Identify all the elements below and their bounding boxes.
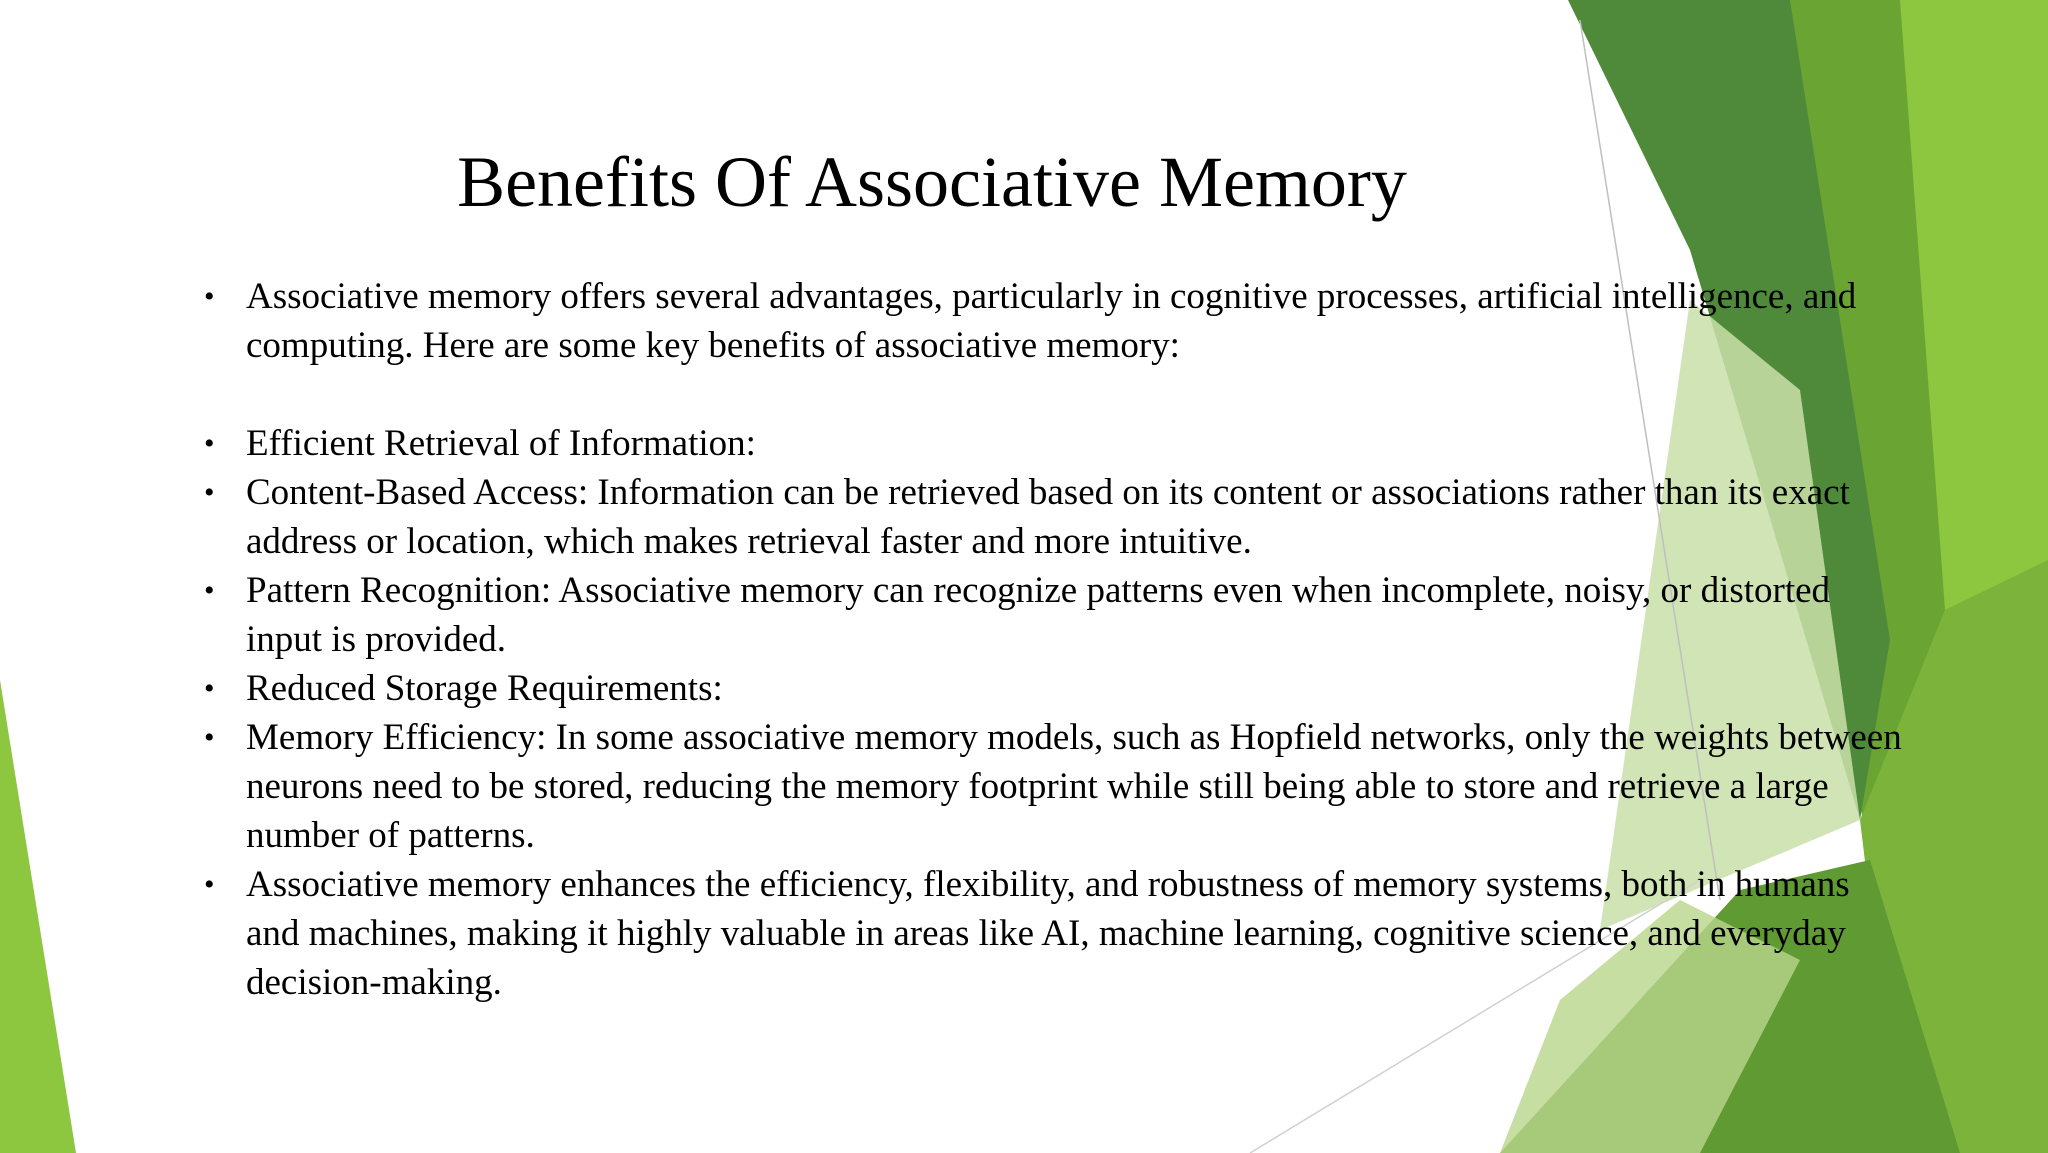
- bullet-item: [204, 419, 1904, 468]
- bullet-item: [204, 272, 1904, 370]
- bullet-text: Efficient Retrieval of Information:: [246, 423, 756, 464]
- bullet-list: [204, 272, 1904, 1007]
- bullet-text: Associative memory enhances the efficiency, flexibility, and robustness of memory systems, both in humans and machines, making it highly valuable in areas like AI, machine learning, cognitive science, and everyday decision-making.: [246, 864, 1850, 1003]
- bullet-text: Reduced Storage Requirements:: [246, 668, 723, 709]
- bullet-item: [204, 664, 1904, 713]
- bullet-text: Pattern Recognition: Associative memory can recognize patterns even when incomplete, noisy, or distorted input is provided.: [246, 570, 1831, 660]
- bullet-item: [204, 468, 1904, 566]
- bullet-dot: •: [204, 574, 215, 607]
- bullet-item: [204, 713, 1904, 860]
- facet-left-edge: [0, 680, 76, 1153]
- slide-title: Benefits Of Associative Memory: [457, 142, 1407, 222]
- bullet-dot: •: [204, 280, 215, 313]
- bullet-text: Associative memory offers several advantages, particularly in cognitive processes, artificial intelligence, and computing. Here are some key benefits of associative memory:: [246, 276, 1857, 366]
- bullet-dot: •: [204, 427, 215, 460]
- bullet-text: Content-Based Access: Information can be retrieved based on its content or associations rather than its exact address or location, which makes retrieval faster and more intuitive.: [246, 472, 1850, 562]
- bullet-dot: •: [204, 672, 215, 705]
- bullet-dot: •: [204, 721, 215, 754]
- bullet-dot: •: [204, 868, 215, 901]
- bullet-item: [204, 860, 1904, 1007]
- bullet-item: [204, 566, 1904, 664]
- bullet-dot: •: [204, 476, 215, 509]
- bullet-text: Memory Efficiency: In some associative memory models, such as Hopfield networks, only the weights between neurons need to be stored, reducing the memory footprint while still being able to store and retrieve a large number of patterns.: [246, 717, 1902, 856]
